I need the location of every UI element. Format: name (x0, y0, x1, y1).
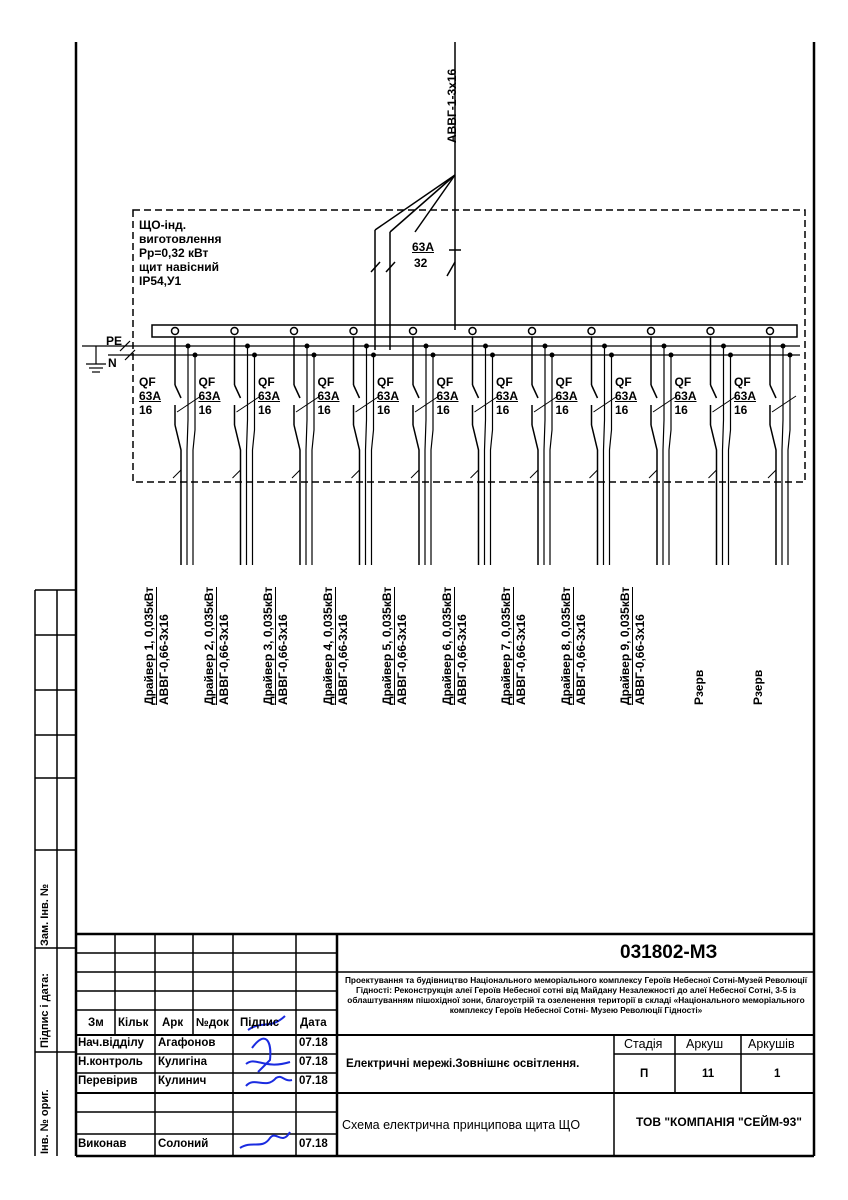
breaker-circuits (172, 328, 797, 566)
circuit-label (202, 587, 231, 705)
breaker-label-line: QF (674, 375, 692, 389)
cable-hatch (475, 396, 499, 412)
circuit-cable: АВВГ-0,66-3х16 (216, 587, 231, 705)
cable-hatch (292, 470, 300, 478)
n-label: N (108, 356, 117, 370)
circuit-label (559, 587, 588, 705)
cable-hatch (649, 470, 657, 478)
person-name-4: Солоний (158, 1138, 209, 1150)
person-role-2: Н.контроль (78, 1056, 143, 1068)
breaker-label-line: 63А (139, 389, 162, 403)
section-title: Електричні мережі.Зовнішнє освітлення. (346, 1058, 580, 1070)
breaker-label-line: 63А (258, 389, 281, 403)
breaker-contact (711, 385, 717, 398)
breaker-label-line: 16 (258, 403, 272, 417)
breaker-label-line: 16 (377, 403, 391, 417)
header-kilk: Кільк (118, 1017, 149, 1029)
circuit-phase-wire (294, 425, 300, 565)
busbar-terminal (172, 328, 179, 335)
busbar-terminal (648, 328, 655, 335)
circuit-cable: АВВГ-0,66-3х16 (156, 587, 171, 705)
circuit-n-wire (247, 346, 248, 565)
busbar-terminal (291, 328, 298, 335)
breaker-label-line: 63А (436, 389, 459, 403)
circuit-load: Драйвер 5, 0,035кВт (380, 586, 394, 705)
cable-hatch (709, 470, 717, 478)
breaker-label-line: QF (317, 375, 335, 389)
circuit-cable: АВВГ-0,66-3х16 (632, 587, 647, 705)
side-stamp-signature-date: Підпис і дата: (39, 973, 51, 1048)
document-code: 031802-МЗ (620, 942, 718, 963)
person-role-1: Нач.відділу (78, 1037, 144, 1049)
breaker-label-line: QF (734, 375, 751, 389)
breaker-label-line: QF (377, 375, 394, 389)
panel-desc-line-4: щит навісний (139, 260, 220, 274)
person-name-1: Агафонов (158, 1037, 216, 1049)
circuit-phase-wire (413, 425, 419, 565)
circuit-phase-wire (651, 425, 657, 565)
cable-hatch (177, 396, 201, 412)
cable-hatch (594, 396, 618, 412)
n-junction-dot (543, 344, 548, 349)
circuit-label (142, 587, 171, 705)
person-role-4: Виконав (78, 1138, 127, 1150)
breaker-contact (473, 385, 479, 398)
pe-junction-dot (669, 353, 674, 358)
n-junction-dot (721, 344, 726, 349)
pe-junction-dot (490, 353, 495, 358)
circuit-cable: АВВГ-0,66-3х16 (394, 587, 409, 705)
circuit-pe-wire (550, 355, 552, 565)
sheets-value: 1 (774, 1068, 781, 1080)
busbar-terminal (469, 328, 476, 335)
panel-desc-line-3: Рр=0,32 кВт (139, 246, 209, 260)
sheets-header: Аркушів (748, 1037, 795, 1051)
breaker-label-line: 16 (496, 403, 510, 417)
person-date-1: 07.18 (299, 1037, 328, 1049)
breaker-label (615, 375, 637, 417)
busbar-terminal (767, 328, 774, 335)
person-name-3: Кулинич (158, 1075, 207, 1087)
breaker-label-line: 16 (615, 403, 629, 417)
cable-hatch (233, 470, 241, 478)
breaker-label (199, 375, 221, 417)
cable-hatch (173, 470, 181, 478)
breaker-label-line: QF (555, 375, 573, 389)
n-junction-dot (602, 344, 607, 349)
person-role-3: Перевірив (78, 1075, 138, 1087)
circuit-pe-wire (491, 355, 493, 565)
cable-hatch (471, 470, 479, 478)
n-junction-dot (483, 344, 488, 349)
header-data: Дата (300, 1017, 327, 1029)
circuit-phase-wire (532, 425, 538, 565)
breaker-contact (592, 385, 598, 398)
circuit-n-wire (366, 346, 367, 565)
breaker-contact (294, 385, 300, 398)
breaker-label (496, 375, 518, 417)
circuit-n-wire (604, 346, 605, 565)
n-junction-dot (245, 344, 250, 349)
breaker-label-line: 16 (734, 403, 748, 417)
person-date-2: 07.18 (299, 1056, 328, 1068)
panel-desc-line-1: ЩО-інд. (139, 218, 187, 232)
breaker-label-line: 16 (317, 403, 331, 417)
circuit-load: Драйвер 8, 0,035кВт (558, 586, 573, 705)
circuit-n-wire (723, 346, 724, 565)
stage-header: Стадія (624, 1037, 663, 1051)
feeder-cable-label: АВВГ-1-3х16 (445, 68, 459, 143)
circuit-label (440, 587, 469, 705)
breaker-label (139, 375, 161, 417)
cable-hatch (772, 396, 796, 412)
circuit-load: Драйвер 6, 0,035кВт (439, 586, 454, 705)
pe-label: PE (106, 334, 123, 348)
breaker-label-line: 16 (436, 403, 450, 417)
breaker-label-line: 16 (139, 403, 153, 417)
breaker-label-line: 63А (674, 389, 697, 403)
circuit-pe-wire (788, 355, 790, 565)
sheet-header: Аркуш (686, 1037, 724, 1051)
company-name: ТОВ "КОМПАНІЯ "СЕЙМ-93" (636, 1115, 802, 1129)
breaker-contact (354, 385, 360, 398)
circuit-pe-wire (669, 355, 671, 565)
circuit-label (678, 670, 706, 705)
circuit-label (618, 587, 647, 705)
cable-hatch (237, 396, 261, 412)
pe-junction-dot (371, 353, 376, 358)
circuit-n-wire (485, 346, 486, 565)
circuit-load: Драйвер 4, 0,035кВт (320, 586, 335, 705)
circuit-label (737, 670, 765, 705)
breaker-label-line: 63А (317, 389, 340, 403)
circuit-label (380, 587, 409, 705)
breaker-contact (770, 385, 776, 398)
breaker-label-line: QF (436, 375, 454, 389)
panel-desc-line-5: IP54,У1 (139, 274, 182, 288)
circuit-pe-wire (431, 355, 433, 565)
cable-hatch (296, 396, 320, 412)
busbar-terminal (707, 328, 714, 335)
n-junction-dot (781, 344, 786, 349)
panel-description (139, 218, 222, 288)
circuit-pe-wire (253, 355, 255, 565)
circuit-n-wire (782, 346, 783, 565)
circuit-n-wire (187, 346, 188, 565)
busbar-terminal (410, 328, 417, 335)
busbar-terminal (588, 328, 595, 335)
person-name-2: Кулигіна (158, 1056, 207, 1068)
breaker-label-line: 16 (198, 403, 212, 417)
header-pidpys: Підпис (240, 1017, 280, 1029)
circuit-n-wire (663, 346, 664, 565)
circuit-load (737, 670, 751, 705)
main-breaker-rating: 63А (412, 240, 435, 254)
busbar-terminal (529, 328, 536, 335)
breaker-label-line: QF (198, 375, 216, 389)
circuit-phase-wire (175, 425, 181, 565)
breaker-label-line: QF (258, 375, 275, 389)
side-stamp-orig-inv: Інв. № ориг. (39, 1089, 51, 1154)
circuit-load: Драйвер 7, 0,035кВт (499, 586, 513, 705)
n-junction-dot (424, 344, 429, 349)
cable-hatch (713, 396, 737, 412)
header-ark: Арк (162, 1017, 184, 1029)
breaker-label-line: QF (496, 375, 513, 389)
breaker-label (258, 375, 280, 417)
circuit-cable: АВВГ-0,66-3х16 (513, 587, 528, 705)
project-description: Проектування та будівництво Національного меморіального комплексу Героїв Небесної Сотні-Музей Революції Гідності: Реконструкція алеї Героїв Небесної сотні від Майдану Незалежності до алеї Небесної Сотні, 3-5 із облаштуванням пішохідної зони, благоустрій та озеленення території в складі «Національного меморіального комплексу Героїв Небесної Сотні- Музею Революції Гідності» (344, 975, 808, 1015)
person-date-4: 07.18 (299, 1138, 328, 1150)
breaker-label-line: QF (139, 375, 156, 389)
circuit-load: Драйвер 1, 0,035кВт (142, 586, 156, 705)
cable-hatch (768, 470, 776, 478)
circuit-load: Драйвер 2, 0,035кВт (201, 586, 216, 705)
circuit-pe-wire (372, 355, 374, 565)
circuit-cable: Рзерв (691, 669, 706, 705)
cable-hatch (356, 396, 380, 412)
breaker-label (675, 375, 697, 417)
circuit-load: Драйвер 3, 0,035кВт (261, 586, 275, 705)
cable-hatch (530, 470, 538, 478)
sheet-value: 11 (702, 1068, 715, 1080)
circuit-phase-wire (354, 425, 360, 565)
pe-junction-dot (312, 353, 317, 358)
breaker-label-line: QF (615, 375, 632, 389)
circuit-cable: АВВГ-0,66-3х16 (275, 587, 290, 705)
cable-hatch (534, 396, 558, 412)
main-breaker-value: 32 (414, 256, 428, 270)
breaker-contact (413, 385, 419, 398)
sheet-title: Схема електрична принципова щита ЩО (342, 1118, 581, 1132)
breaker-contact (235, 385, 241, 398)
breaker-contact (175, 385, 181, 398)
circuit-n-wire (425, 346, 426, 565)
circuit-phase-wire (770, 425, 776, 565)
pe-junction-dot (193, 353, 198, 358)
circuit-cable: АВВГ-0,66-3х16 (335, 587, 350, 705)
circuit-label (261, 587, 290, 705)
circuit-pe-wire (610, 355, 612, 565)
pe-junction-dot (788, 353, 793, 358)
main-breaker-symbol (447, 250, 461, 276)
circuit-cable: Рзерв (751, 669, 765, 705)
circuit-load (678, 670, 692, 705)
header-ndok: №док (196, 1017, 229, 1029)
circuit-phase-wire (592, 425, 598, 565)
header-zm: Зм (88, 1017, 104, 1029)
circuit-phase-wire (711, 425, 717, 565)
breaker-label-line: 63А (377, 389, 400, 403)
pe-junction-dot (550, 353, 555, 358)
circuit-label (499, 587, 528, 705)
feeder-line (371, 42, 455, 350)
circuit-label (321, 587, 350, 705)
n-junction-dot (364, 344, 369, 349)
person-date-3: 07.18 (299, 1075, 328, 1087)
circuit-phase-wire (235, 425, 241, 565)
circuit-n-wire (544, 346, 545, 565)
circuit-n-wire (306, 346, 307, 565)
busbar-terminal (231, 328, 238, 335)
n-junction-dot (662, 344, 667, 349)
pe-junction-dot (431, 353, 436, 358)
cable-hatch (411, 470, 419, 478)
breaker-label (734, 375, 756, 417)
breaker-contact (651, 385, 657, 398)
side-stamp-grid (35, 590, 76, 1156)
pe-junction-dot (609, 353, 614, 358)
side-stamp-zam-inv: Зам. Інв. № (39, 883, 51, 946)
breaker-label (318, 375, 340, 417)
circuit-cable: АВВГ-0,66-3х16 (573, 587, 588, 705)
circuit-pe-wire (193, 355, 195, 565)
breaker-label-line: 63А (496, 389, 519, 403)
cable-hatch (653, 396, 677, 412)
breaker-label-line: 63А (734, 389, 757, 403)
breaker-label-line: 63А (555, 389, 578, 403)
cable-hatch (352, 470, 360, 478)
circuit-pe-wire (729, 355, 731, 565)
breaker-label-line: 63А (615, 389, 638, 403)
pe-junction-dot (252, 353, 257, 358)
cable-hatch (590, 470, 598, 478)
circuit-load: Драйвер 9, 0,035кВт (618, 586, 632, 705)
circuit-cable: АВВГ-0,66-3х16 (454, 587, 469, 705)
breaker-label-line: 16 (555, 403, 569, 417)
busbar-terminal (350, 328, 357, 335)
breaker-contact (532, 385, 538, 398)
breaker-label-line: 63А (198, 389, 221, 403)
n-junction-dot (186, 344, 191, 349)
breaker-label (377, 375, 399, 417)
circuit-phase-wire (473, 425, 479, 565)
circuit-pe-wire (312, 355, 314, 565)
cable-hatch (415, 396, 439, 412)
pe-junction-dot (728, 353, 733, 358)
panel-desc-line-2: виготовлення (139, 232, 222, 246)
n-junction-dot (305, 344, 310, 349)
breaker-label (556, 375, 578, 417)
breaker-label-line: 16 (674, 403, 688, 417)
stage-value: П (640, 1068, 649, 1080)
breaker-label (437, 375, 459, 417)
